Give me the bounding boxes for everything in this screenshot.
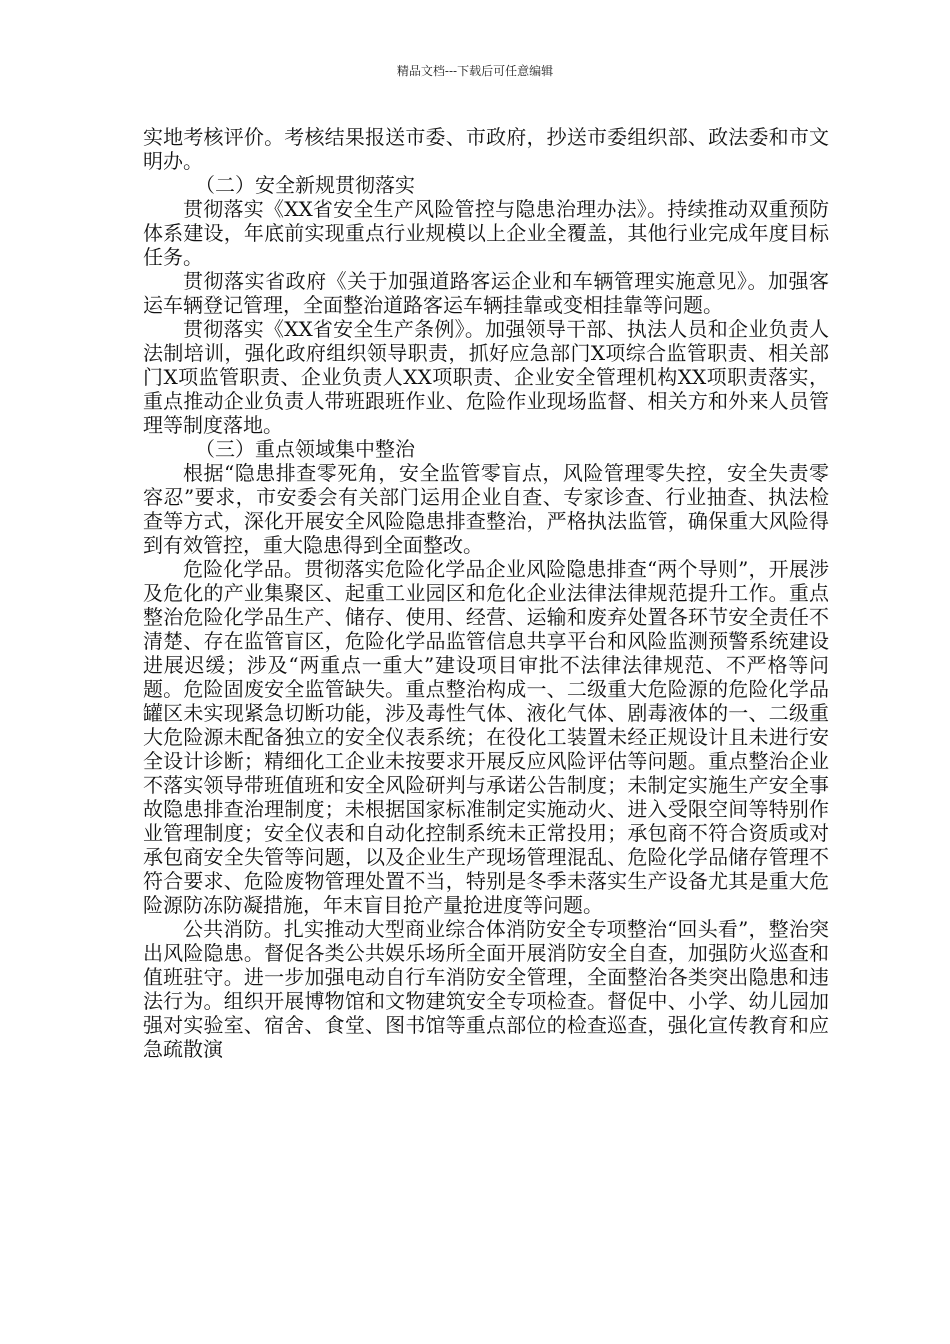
paragraph-overview: 根据“隐患排查零死角，安全监管零盲点，风险管理零失控，安全失责零容忍”要求，市安委会有关部门运用企业自查、专家诊查、行业抽查、执法检查等方式，深化开展安全风险隐患排查整治，严格执法监管，确保重大风险得到有效管控，重大隐患得到全面整改。 [143,461,829,557]
paragraph-regulation-1: 贯彻落实《XX省安全生产风险管控与隐患治理办法》。持续推动双重预防体系建设，年底前实现重点行业规模以上企业全覆盖，其他行业完成年度目标任务。 [143,197,829,269]
paragraph-regulation-3: 贯彻落实《XX省安全生产条例》。加强领导干部、执法人员和企业负责人法制培训，强化政府组织领导职责，抓好应急部门X项综合监管职责、相关部门X项监管职责、企业负责人XX项职责、企业安全管理机构XX项职责落实，重点推动企业负责人带班跟班作业、危险作业现场监督、相关方和外来人员管理等制度落地。 [143,317,829,437]
section-heading-2: （二）安全新规贯彻落实 [195,173,415,197]
document-body [143,125,829,1061]
page-header: 精品文档---下载后可任意编辑 [396,64,554,78]
section-heading-3: （三）重点领域集中整治 [195,437,415,461]
paragraph-hazardous-chemicals: 危险化学品。贯彻落实危险化学品企业风险隐患排查“两个导则”，开展涉及危化的产业集聚区、起重工业园区和危化企业法律法律规范提升工作。重点整治危险化学品生产、储存、使用、经营、运输和废弃处置各环节安全责任不清楚、存在监管盲区，危险化学品监管信息共享平台和风险监测预警系统建设进展迟缓；涉及“两重点一重大”建设项目审批不法律法律规范、不严格等问题。危险固废安全监管缺失。重点整治构成一、二级重大危险源的危险化学品罐区未实现紧急切断功能，涉及毒性气体、液化气体、剧毒液体的一、二级重大危险源未配备独立的安全仪表系统；在役化工装置未经正规设计且未进行安全设计诊断；精细化工企业未按要求开展反应风险评估等问题。重点整治企业不落实领导带班值班和安全风险研判与承诺公告制度；未制定实施生产安全事故隐患排查治理制度；未根据国家标准制定实施动火、进入受限空间等特别作业管理制度；安全仪表和自动化控制系统未正常投用；承包商不符合资质或对承包商安全失管等问题，以及企业生产现场管理混乱、危险化学品储存管理不符合要求、危险废物管理处置不当，特别是冬季未落实生产设备尤其是重大危险源防冻防凝措施，年末盲目抢产量抢进度等问题。 [143,557,829,917]
paragraph-public-fire: 公共消防。扎实推动大型商业综合体消防安全专项整治“回头看”，整治突出风险隐患。督促各类公共娱乐场所全面开展消防安全自查，加强防火巡查和值班驻守。进一步加强电动自行车消防安全管理，全面整治各类突出隐患和违法行为。组织开展博物馆和文物建筑安全专项检查。督促中、小学、幼儿园加强对实验室、宿舍、食堂、图书馆等重点部位的检查巡查，强化宣传教育和应急疏散演 [143,917,829,1061]
paragraph-regulation-2: 贯彻落实省政府《关于加强道路客运企业和车辆管理实施意见》。加强客运车辆登记管理，全面整治道路客运车辆挂靠或变相挂靠等问题。 [143,269,829,317]
paragraph-continued: 实地考核评价。考核结果报送市委、市政府，抄送市委组织部、政法委和市文明办。 [143,125,829,173]
